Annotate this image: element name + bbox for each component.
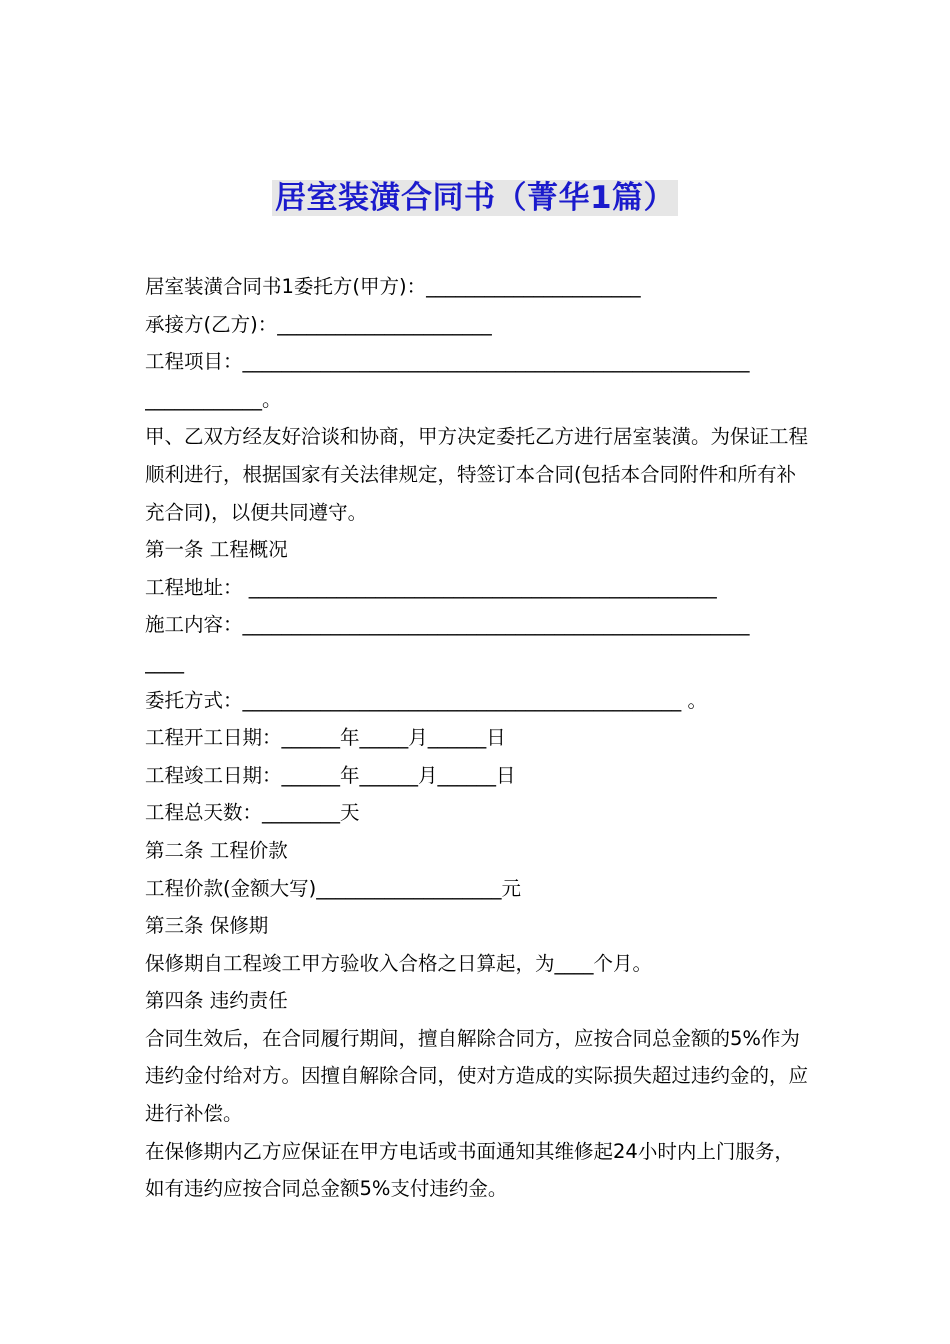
article-4-heading: 第四条 违约责任 xyxy=(145,989,288,1013)
construction-content-line-continued: ____ xyxy=(145,650,184,674)
document-body xyxy=(145,268,809,1208)
article-1-heading: 第一条 工程概况 xyxy=(145,538,288,562)
construction-content-line: 施工内容：____________________________________________________ xyxy=(145,613,750,637)
warranty-service-paragraph: 在保修期内乙方应保证在甲方电话或书面通知其维修起24小时内上门服务，如有违约应按合同总金额5%支付违约金。 xyxy=(145,1139,794,1201)
project-line: 工程项目：____________________________________________________ xyxy=(145,350,750,374)
completion-date-line: 工程竣工日期：______年______月______日 xyxy=(145,763,516,787)
commission-method-line: 委托方式：_____________________________________________ 。 xyxy=(145,688,707,712)
document-title xyxy=(0,178,950,218)
article-2-heading: 第二条 工程价款 xyxy=(145,838,288,862)
preamble-paragraph: 甲、乙双方经友好洽谈和协商，甲方决定委托乙方进行居室装潢。为保证工程顺利进行，根据国家有关法律规定，特签订本合同(包括本合同附件和所有补充合同)，以便共同遵守。 xyxy=(145,425,809,524)
project-line-continued: ____________。 xyxy=(145,387,282,411)
project-address-line: 工程地址： ________________________________________________ xyxy=(145,575,717,599)
project-price-line: 工程价款(金额大写)___________________元 xyxy=(145,876,521,900)
warranty-period-line: 保修期自工程竣工甲方验收入合格之日算起，为____个月。 xyxy=(145,951,653,975)
termination-penalty-paragraph: 合同生效后，在合同履行期间，擅自解除合同方，应按合同总金额的5%作为违约金付给对方。因擅自解除合同，使对方造成的实际损失超过违约金的，应进行补偿。 xyxy=(145,1026,809,1126)
client-party-line: 居室装潢合同书1委托方(甲方)：______________________ xyxy=(145,275,641,298)
start-date-line: 工程开工日期：______年_____月______日 xyxy=(145,726,506,750)
contractor-party-line: 承接方(乙方)：______________________ xyxy=(145,312,492,336)
article-3-heading: 第三条 保修期 xyxy=(145,914,269,938)
document-title-text: 居室装潢合同书（菁华1篇） xyxy=(272,180,678,216)
total-days-line: 工程总天数：________天 xyxy=(145,801,360,825)
